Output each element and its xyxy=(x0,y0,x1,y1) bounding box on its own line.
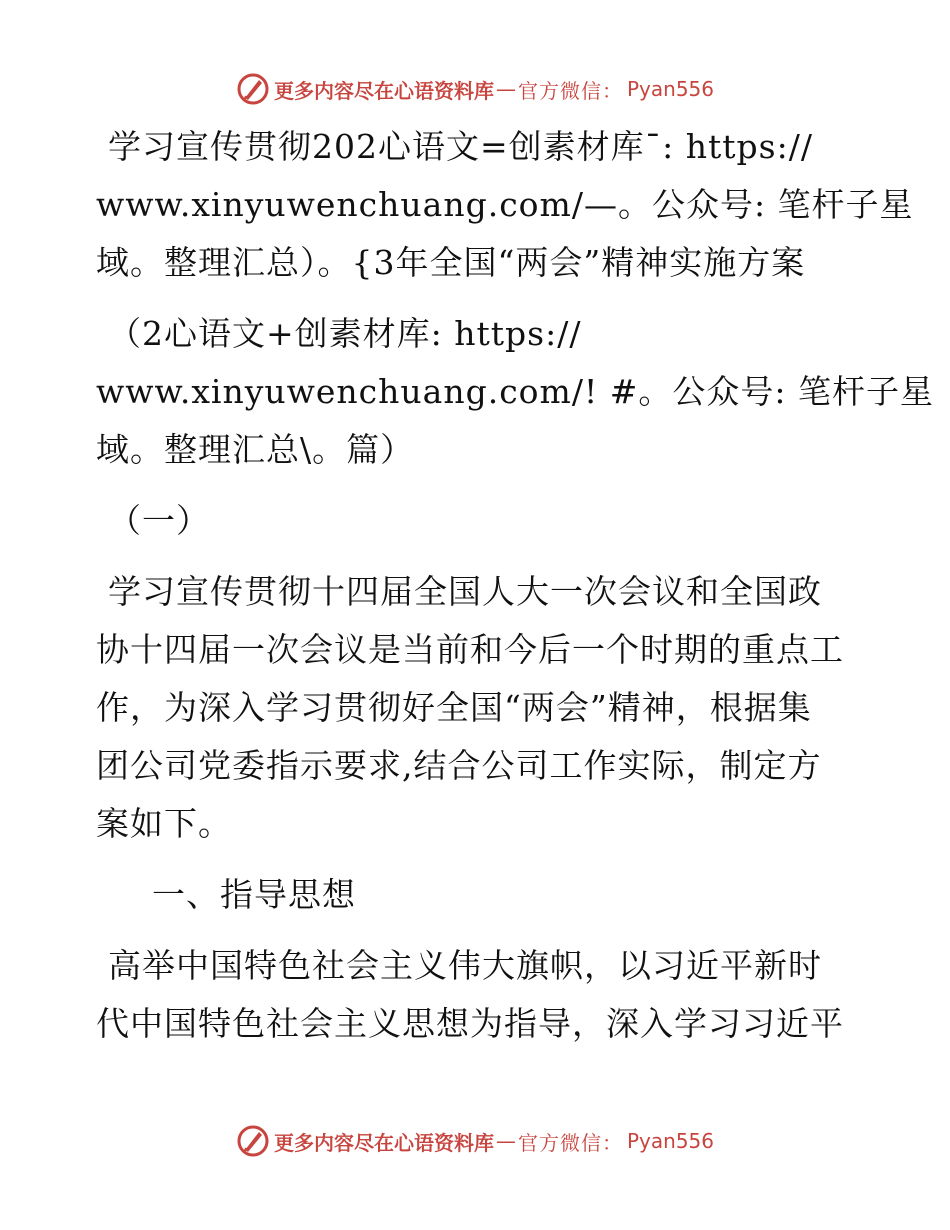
text-line: www.xinyuwenchuang.com/—。公众号: 笔杆子星 xyxy=(96,185,914,224)
watermark-title: 更多内容尽在心语资料库 xyxy=(273,78,494,103)
paragraph-subtitle xyxy=(96,305,934,479)
paragraph-intro xyxy=(96,563,896,853)
text-line: （一） xyxy=(108,501,210,540)
watermark-wechat-id: Pyan556 xyxy=(626,77,714,101)
watermark-separator: — xyxy=(495,77,516,101)
text-line: www.xinyuwenchuang.com/! #。公众号: 笔杆子星 xyxy=(96,372,934,411)
header-watermark xyxy=(0,72,950,106)
text-line: 域。整理汇总）。{3年全国“两会”精神实施方案 xyxy=(96,243,806,282)
text-line: 学习宣传贯彻十四届全国人大一次会议和全国政 xyxy=(108,572,822,611)
quill-logo-icon xyxy=(236,72,270,106)
text-line: 学习宣传贯彻202心语文=创素材库¯: https:// xyxy=(108,127,813,166)
quill-logo-icon xyxy=(236,1124,270,1158)
text-line: 协十四届一次会议是当前和今后一个时期的重点工 xyxy=(96,630,844,669)
watermark-wechat-id: Pyan556 xyxy=(626,1129,714,1153)
paragraph-title xyxy=(96,118,914,292)
paragraph-section-number xyxy=(96,492,896,550)
text-line: 作，为深入学习贯彻好全国“两会”精神，根据集 xyxy=(96,688,812,727)
paragraph-body xyxy=(96,937,896,1053)
watermark-wechat-label: 官方微信： xyxy=(517,1130,623,1155)
footer-watermark xyxy=(0,1124,950,1158)
heading-guiding-ideology: 一、指导思想 xyxy=(152,875,356,914)
text-line: （2心语文+创素材库: https:// xyxy=(108,314,582,353)
watermark-separator: — xyxy=(495,1129,516,1153)
watermark-title: 更多内容尽在心语资料库 xyxy=(273,1130,494,1155)
section-heading xyxy=(96,866,896,924)
text-line: 案如下。 xyxy=(96,804,232,843)
text-line: 高举中国特色社会主义伟大旗帜，以习近平新时 xyxy=(108,946,822,985)
watermark-wechat-label: 官方微信： xyxy=(517,78,623,103)
document-body xyxy=(96,118,934,1053)
text-line: 代中国特色社会主义思想为指导，深入学习习近平 xyxy=(96,1004,844,1043)
text-line: 域。整理汇总\。篇） xyxy=(96,430,415,469)
text-line: 团公司党委指示要求,结合公司工作实际，制定方 xyxy=(96,746,822,785)
